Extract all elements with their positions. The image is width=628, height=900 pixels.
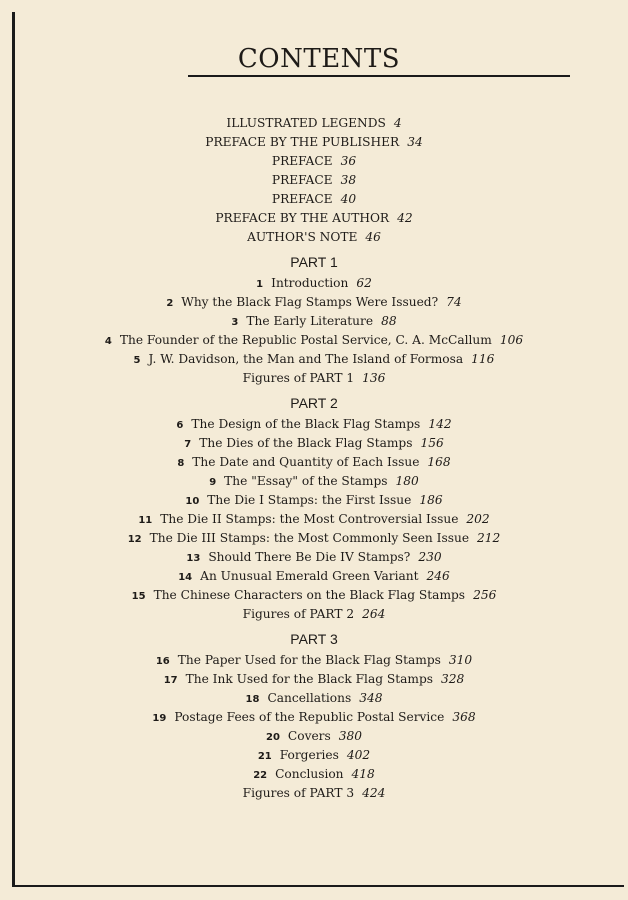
chapter-number: 16: [155, 656, 170, 667]
chapter-number: 22: [253, 770, 268, 781]
chapter-number: 18: [245, 694, 260, 705]
chapter-title: The Early Literature: [246, 314, 374, 328]
chapter-number: 5: [133, 355, 141, 366]
toc-chapter-entry: [20, 567, 608, 586]
toc-chapter-entry: [20, 510, 608, 529]
chapter-title: The Die II Stamps: the Most Controversial Issue: [160, 512, 459, 526]
entry-title: PREFACE BY THE PUBLISHER: [205, 135, 400, 149]
chapter-number: 14: [178, 572, 193, 583]
toc-chapter-entry: [20, 434, 608, 453]
chapter-page: 106: [499, 333, 524, 347]
chapter-page: 348: [359, 691, 383, 705]
chapter-number: 10: [185, 496, 200, 507]
chapter-page: 156: [420, 436, 444, 450]
chapter-number: 15: [131, 591, 146, 602]
toc-chapter-entry: [20, 670, 608, 689]
chapter-page: 230: [418, 550, 442, 564]
chapter-title: Cancellations: [267, 691, 352, 705]
chapter-title: The Ink Used for the Black Flag Stamps: [185, 672, 434, 686]
entry-page: 46: [365, 230, 381, 244]
toc-chapter-entry: [20, 350, 608, 369]
chapter-number: 19: [152, 713, 167, 724]
chapter-page: 62: [356, 276, 372, 290]
toc-entry: [20, 114, 608, 133]
toc-figures-entry: [20, 605, 608, 624]
chapter-number: 6: [176, 420, 184, 431]
toc-chapter-entry: [20, 529, 608, 548]
entry-page: 40: [340, 192, 357, 206]
entry-title: ILLUSTRATED LEGENDS: [226, 116, 386, 130]
chapter-page: 202: [466, 512, 490, 526]
chapter-title: The Date and Quantity of Each Issue: [192, 455, 420, 469]
chapter-page: 212: [477, 531, 501, 545]
entry-title: PREFACE: [271, 173, 333, 187]
chapter-title: The Paper Used for the Black Flag Stamps: [177, 653, 441, 667]
chapter-title: Should There Be Die IV Stamps?: [208, 550, 411, 564]
chapter-title: Postage Fees of the Republic Postal Service: [174, 710, 445, 724]
chapter-number: 17: [163, 675, 178, 686]
chapter-number: 1: [256, 279, 264, 290]
entry-page: 42: [397, 211, 413, 225]
chapter-page: 142: [428, 417, 452, 431]
toc-chapter-entry: [20, 293, 608, 312]
toc-entry: [20, 190, 608, 209]
toc-chapter-entry: [20, 651, 608, 670]
entry-title: PREFACE: [271, 192, 333, 206]
chapter-number: 9: [209, 477, 217, 488]
chapter-title: The Design of the Black Flag Stamps: [191, 417, 421, 431]
chapter-number: 13: [186, 553, 201, 564]
chapter-title: J. W. Davidson, the Man and The Island of Formosa: [148, 352, 464, 366]
chapter-number: 7: [184, 439, 192, 450]
table-of-contents: [20, 114, 608, 803]
toc-chapter-entry: [20, 708, 608, 727]
chapter-page: 246: [426, 569, 450, 583]
chapter-number: 12: [127, 534, 142, 545]
chapter-title: Why the Black Flag Stamps Were Issued?: [181, 295, 439, 309]
figures-page: 424: [362, 786, 386, 800]
toc-entry: [20, 133, 608, 152]
chapter-page: 168: [427, 455, 451, 469]
title-underline: [188, 75, 570, 77]
chapter-number: 11: [138, 515, 153, 526]
toc-chapter-entry: [20, 312, 608, 331]
chapter-title: Conclusion: [275, 767, 344, 781]
entry-page: 4: [393, 116, 402, 130]
chapter-page: 88: [381, 314, 397, 328]
chapter-page: 116: [471, 352, 495, 366]
toc-chapter-entry: [20, 586, 608, 605]
toc-chapter-entry: [20, 689, 608, 708]
toc-chapter-entry: [20, 415, 608, 434]
entry-title: PREFACE: [271, 154, 333, 168]
figures-page: 264: [362, 607, 386, 621]
toc-entry: [20, 209, 608, 228]
part-heading: PART 1: [290, 254, 338, 270]
chapter-number: 8: [177, 458, 185, 469]
chapter-number: 21: [257, 751, 272, 762]
bottom-border-rule: [12, 885, 624, 887]
toc-figures-entry: [20, 784, 608, 803]
chapter-page: 328: [441, 672, 465, 686]
chapter-page: 368: [452, 710, 476, 724]
chapter-title: Introduction: [271, 276, 349, 290]
page-title: CONTENTS: [237, 44, 401, 74]
chapter-title: Forgeries: [279, 748, 339, 762]
entry-page: 34: [407, 135, 423, 149]
chapter-page: 310: [448, 653, 473, 667]
chapter-page: 418: [351, 767, 375, 781]
chapter-title: The Die I Stamps: the First Issue: [207, 493, 412, 507]
figures-title: Figures of PART 3: [242, 786, 355, 800]
chapter-page: 180: [395, 474, 419, 488]
chapter-number: 4: [104, 336, 112, 347]
chapter-title: The Dies of the Black Flag Stamps: [199, 436, 413, 450]
part-heading: PART 3: [290, 631, 338, 647]
toc-chapter-entry: [20, 548, 608, 567]
chapter-title: An Unusual Emerald Green Variant: [200, 569, 419, 583]
toc-chapter-entry: [20, 453, 608, 472]
toc-entry: [20, 152, 608, 171]
entry-title: AUTHOR'S NOTE: [247, 230, 358, 244]
chapter-page: 380: [338, 729, 363, 743]
toc-chapter-entry: [20, 765, 608, 784]
entry-title: PREFACE BY THE AUTHOR: [215, 211, 390, 225]
chapter-title: The Chinese Characters on the Black Flag Stamps: [153, 588, 466, 602]
chapter-page: 186: [419, 493, 443, 507]
figures-page: 136: [362, 371, 386, 385]
entry-page: 36: [340, 154, 357, 168]
figures-title: Figures of PART 2: [242, 607, 355, 621]
toc-chapter-entry: [20, 491, 608, 510]
chapter-title: Covers: [287, 729, 331, 743]
toc-entry: [20, 171, 608, 190]
toc-chapter-entry: [20, 727, 608, 746]
chapter-title: The Die III Stamps: the Most Commonly Seen Issue: [149, 531, 470, 545]
toc-chapter-entry: [20, 274, 608, 293]
chapter-page: 256: [473, 588, 497, 602]
chapter-number: 3: [231, 317, 239, 328]
figures-title: Figures of PART 1: [242, 371, 355, 385]
chapter-title: The Founder of the Republic Postal Service, C. A. McCallum: [119, 333, 492, 347]
part-heading: PART 2: [290, 395, 338, 411]
entry-page: 38: [340, 173, 357, 187]
chapter-number: 20: [265, 732, 280, 743]
toc-entry: [20, 228, 608, 247]
toc-chapter-entry: [20, 746, 608, 765]
toc-figures-entry: [20, 369, 608, 388]
toc-chapter-entry: [20, 331, 608, 350]
chapter-number: 2: [166, 298, 174, 309]
chapter-page: 74: [446, 295, 462, 309]
chapter-page: 402: [346, 748, 371, 762]
chapter-title: The "Essay" of the Stamps: [224, 474, 388, 488]
toc-chapter-entry: [20, 472, 608, 491]
left-border-rule: [12, 12, 15, 887]
